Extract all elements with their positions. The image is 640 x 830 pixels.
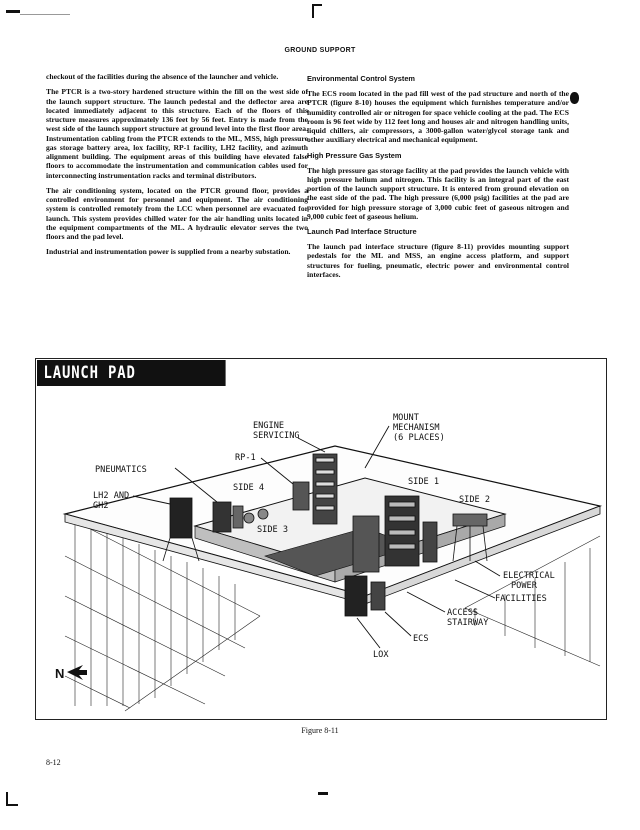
scan-mark-top-left [6,10,20,13]
section-heading-gas: High Pressure Gas System [307,150,402,160]
label-electrical-2: POWER [511,581,537,591]
label-mount-2: MECHANISM [393,423,440,433]
left-paragraph-4: Industrial and instrumentation power is supplied from a nearby substation. [46,247,291,257]
label-engine-servicing-2: SERVICING [253,431,300,441]
label-engine-servicing-1: ENGINE [253,421,285,431]
scan-mark-bottom-left-h [6,804,18,806]
launch-pad-diagram [35,386,605,716]
label-lh2-2: GH2 [93,501,109,511]
label-mount-3: (6 PLACES) [393,433,445,443]
left-paragraph-2: The PTCR is a two-story hardened structure within the fill on the west side of the launch support structure. The launch pedestal and the deflector area are located immediately adjacent to this structure. Each of the floors of this structure measures approximately 136 feet by 56 feet. Entry is made from the west side of the launch support structure at ground level into the first floor area. Instrumentation cabling from the PTCR extends to the ML, MSS, high pressure gas storage battery area, lox facility, RP-1 facility, LH2 facility, and azimuth alignment building. The equipment areas of this building have elevated false floors to accommodate the instrumentation and communication cables used for interconnecting instrumentation racks and terminal distributors. [46,87,308,180]
label-access-2: STAIRWAY [447,618,489,628]
section-text-interface: The launch pad interface structure (figure 8-11) provides mounting support pedestals for the ML and MSS, an engine access platform, and support structures for fueling, pneumatic, electric power and environmental control interfaces. [307,242,569,279]
label-side-4: SIDE 4 [233,483,265,493]
section-heading-ecs: Environmental Control System [307,74,416,83]
left-column [46,72,308,263]
label-lh2-1: LH2 AND [93,491,130,501]
scan-mark-bottom-center [318,792,328,795]
page-header: GROUND SUPPORT [284,47,356,54]
label-mount-1: MOUNT [393,413,419,423]
scan-mark-top-center-h [312,4,322,6]
right-column [307,72,569,285]
label-rp1: RP-1 [235,453,256,463]
north-label: N [55,666,65,681]
label-electrical-1: ELECTRICAL [503,571,555,581]
label-ecs: ECS [413,634,429,644]
section-text-gas: The high pressure gas storage facility at the pad provides the launch vehicle with high pressure helium and nitrogen. This facility is an integral part of the east portion of the launch support structure. It is entered from ground elevation on the east side of the pad. The high pressure (6,000 psig) facilities at the pad are provided for high pressure storage of 3,000 cubic feet of gaseous nitrogen and 9,000 cubic feet of gaseous helium. [307,165,569,221]
left-paragraph-1: checkout of the facilities during the absence of the launcher and vehicle. [46,72,279,81]
figure-caption: Figure 8-11 [301,726,339,735]
label-lox: LOX [373,650,389,660]
north-arrow-icon [67,665,87,680]
label-side-2: SIDE 2 [459,495,491,505]
left-paragraph-3: The air conditioning system, located on the PTCR ground floor, provides a controlled environment for personnel and equipment. The air conditioning system is controlled remotely from the LCC when personnel are evacuated for launch. This system provides chilled water for the air handling units located in the equipment compartments of the ML. A hydraulic elevator serves the two floors and the pad level. [46,185,308,241]
scan-mark-top-left-dash [20,14,70,15]
label-side-3: SIDE 3 [257,525,289,535]
section-text-ecs: The ECS room located in the pad fill west of the pad structure and north of the PTCR (figure 8-10) houses the equipment which furnishes temperature and/or humidity controlled air or nitrogen for space vehicle cooling at the pad. The ECS room is 96 feet wide by 112 feet long and houses air and nitrogen handling units, liquid chillers, air compressors, a 3000-gallon water/glycol storage tank and other auxiliary electrical and mechanical equipment. [307,89,569,145]
margin-bullet [570,92,579,104]
label-access-1: ACCESS [447,608,479,618]
page-number: 8-12 [46,758,61,767]
label-pneumatics: PNEUMATICS [95,465,147,475]
scan-mark-top-center [312,4,314,18]
figure-title: LAUNCH PAD INTERFACE SYSTEM [37,360,226,386]
section-heading-interface: Launch Pad Interface Structure [307,227,417,237]
label-side-1: SIDE 1 [408,477,440,487]
label-electrical-3: FACILITIES [495,594,547,604]
